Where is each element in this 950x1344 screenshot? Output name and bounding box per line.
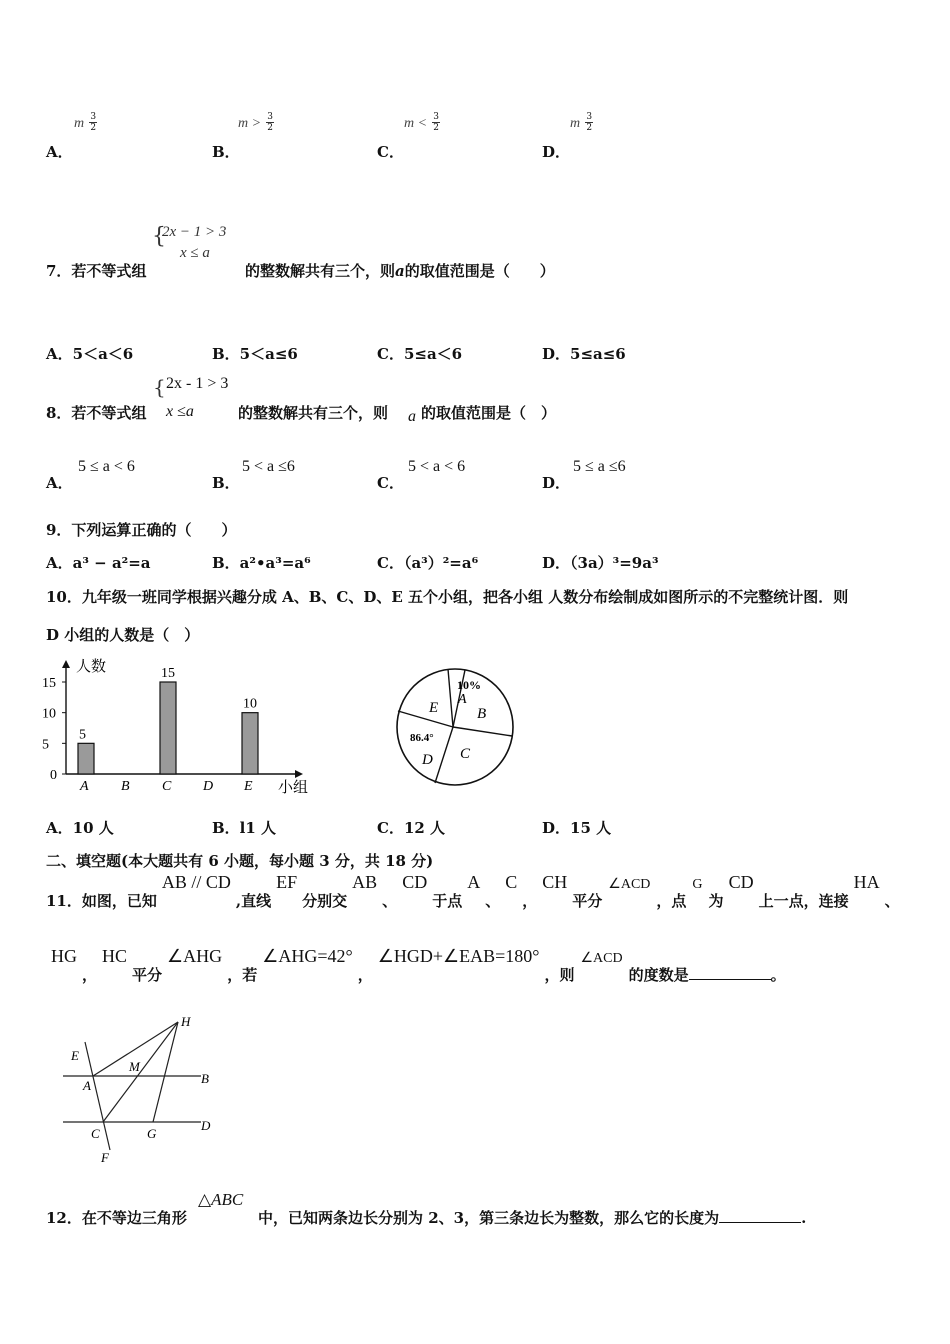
q7-system-line1: 2x − 1 > 3 [162,224,227,240]
q8-var: a [408,408,416,425]
q6-c-text: m < [404,116,428,131]
pie-chart [392,664,518,790]
q7-system-line2: x ≤ a [180,245,210,261]
line1-run-2: ,直线 [235,892,272,910]
line2-run-7: ， [357,966,373,984]
line2-run-6: ∠AHG=42° [262,946,353,966]
line1-run-13: CH [542,872,568,892]
q6-a-frac: $\frac{3}{2}$ [90,112,97,133]
q7-option-d: D．5≤a≤6 [542,345,626,363]
q8-brace: { [153,375,166,399]
x-tick-label-d: D [203,779,214,794]
line1-run-22: 、 [884,892,900,910]
q6-option-c-expr [404,112,440,133]
line1-run-5: AB [352,872,378,892]
label-e: E [71,1048,79,1063]
q10-option-a: A．10 人 [46,819,114,837]
line1-run-1: AB // CD [161,872,231,892]
q8-option-d-expr: 5 ≤ a ≤6 [573,458,626,475]
q11-end: 。 [770,966,786,984]
q11-figure [55,1010,225,1170]
line1-run-12: ， [522,892,538,910]
pie-divider-ea [448,669,453,727]
label-b: B [201,1071,209,1086]
q8-number: 8．若不等式组 [46,404,147,422]
x-tick-label-b: B [121,779,130,794]
line2-run-1: ， [82,966,98,984]
q6-option-b-letter: B． [212,143,240,161]
q6-d-frac: $\frac{3}{2}$ [586,112,593,133]
x-tick-label-a: A [80,779,89,794]
q6-option-b-expr [238,112,274,133]
q10-stem-line2: D 小组的人数是（ ） [46,626,200,644]
q7-var: a [395,262,405,280]
q6-option-a-expr [74,112,97,133]
line1-run-4: 分别交 [302,892,348,910]
line1-run-16: ，点 [656,892,687,910]
y-axis-label: 人数 [76,659,107,675]
pie-annotation-a: 10% [457,678,481,692]
q7-stem [245,260,555,281]
line1-run-18: 为 [708,892,724,910]
data-label-c: 15 [161,666,175,681]
line2-run-0: HG [51,946,77,966]
q9-option-b: B．a²•a³=a⁶ [212,554,311,572]
q9-option-a: A．a³ − a²=a [46,554,151,572]
q9-option-d: D．（3a）³=9a³ [542,554,659,572]
pie-divider-de [398,711,453,727]
section2-heading: 二、填空题(本大题共有 6 小题，每小题 3 分，共 18 分) [46,852,434,870]
line1-run-0: 11．如图，已知 [46,892,157,910]
pie-divider-cd [435,727,453,783]
line2-run-5: ，若 [227,966,258,984]
q10-option-c: C．12 人 [377,819,446,837]
line2-run-11: 的度数是 [628,966,689,984]
x-tick-label-e: E [244,779,253,794]
line1-run-6: 、 [382,892,398,910]
line2-run-2: HC [102,946,128,966]
pie-label-e: E [429,700,439,716]
q8-option-b-letter: B． [212,474,240,492]
q7-number: 7．若不等式组 [46,262,147,280]
q8-option-b-expr: 5 < a ≤6 [242,458,295,475]
bar-c [160,682,176,774]
q7-brace: { [152,224,166,249]
bar-a [78,743,94,774]
bar-chart [40,652,320,800]
pie-label-c: C [460,746,471,762]
q9-stem: 9．下列运算正确的（ ） [46,521,237,539]
q7-option-a: A．5＜a＜6 [46,345,134,363]
label-m: M [129,1059,140,1074]
line1-run-17: G [692,877,703,892]
q12-stem-part2 [258,1207,806,1228]
line2-run-4: ∠AHG [167,946,223,966]
y-tick-label: 10 [42,706,56,722]
q6-option-a-letter: A． [46,143,73,161]
q11-line1 [46,872,926,912]
q12-answer-blank[interactable] [719,1208,801,1223]
x-tick-label-c: C [162,779,172,794]
pie-label-b: B [477,706,487,722]
q7-option-b: B．5＜a≤6 [212,345,298,363]
label-c: C [91,1126,100,1141]
q6-option-d-letter: D． [542,143,571,161]
q12-stem-text: 中，已知两条边长分别为 2、3，第三条边长为整数，那么它的长度为 [258,1209,720,1227]
line2-run-3: 平分 [132,966,163,984]
q10-stem-line1: 10．九年级一班同学根据兴趣分成 A、B、C、D、E 五个小组，把各小组 人数分布绘制成如图所示的不完整统计图．则 [46,588,849,606]
q12-end: . [801,1209,807,1227]
line1-run-8: 于点 [432,892,463,910]
q6-option-c-letter: C． [377,143,404,161]
q8-option-a-letter: A． [46,474,73,492]
y-tick-label: 0 [50,768,57,783]
y-axis-arrow [62,660,70,668]
line2-run-8: ∠HGD+∠EAB=180° [377,946,540,966]
label-f: F [101,1150,109,1165]
line1-run-19: CD [728,872,754,892]
line1-run-20: 上一点，连接 [758,892,849,910]
pie-divider-bc [453,727,512,736]
x-axis-label: 小组 [278,780,309,796]
q6-d-text: m [570,116,581,131]
line1-run-15: ∠ACD [608,877,651,892]
q6-c-frac: $\frac{3}{2}$ [433,112,440,133]
segment-hc [103,1022,178,1122]
q8-stem-part2: 的取值范围是（ ） [421,404,557,422]
q6-b-text: m > [238,116,262,131]
q8-system-line2: x ≤a [166,403,194,420]
q8-option-d-letter: D． [542,474,571,492]
label-a: A [83,1078,91,1093]
label-h: H [181,1014,191,1029]
q12-triangle: △ABC [198,1190,244,1209]
pie-label-a: A [458,692,467,707]
segment-hg [153,1022,178,1122]
q7-stem-part2: 的取值范围是（ ） [404,262,555,280]
q9-option-c: C．（a³）²=a⁶ [377,554,479,572]
line1-run-11: C [505,872,518,892]
line1-run-9: A [467,872,481,892]
q6-a-text: m [74,116,85,131]
q6-option-d-expr [570,112,593,133]
line1-run-10: 、 [485,892,501,910]
line1-run-3: EF [276,872,298,892]
q6-b-frac: $\frac{3}{2}$ [267,112,274,133]
line2-run-10: ∠ACD [580,951,623,966]
label-d: D [201,1118,211,1133]
q11-answer-blank[interactable] [689,965,771,980]
bar-e [242,713,258,774]
line2-run-9: ，则 [544,966,575,984]
pie-annotation-d: 86.4° [410,732,434,744]
line1-run-7: CD [402,872,428,892]
data-label-e: 10 [243,696,257,712]
q8-option-c-letter: C． [377,474,404,492]
q10-option-d: D．15 人 [542,819,612,837]
label-g: G [147,1126,157,1141]
q8-system-line1: 2x - 1 > 3 [166,375,229,392]
q12-stem-part1: 12．在不等边三角形 [46,1209,187,1227]
line1-run-14: 平分 [572,892,603,910]
pie-label-d: D [422,752,433,768]
q7-stem-part1: 的整数解共有三个，则 [245,262,396,280]
data-label-a: 5 [79,727,86,743]
line1-run-21: HA [853,872,880,892]
q10-option-b: B．l1 人 [212,819,277,837]
q8-stem-part1: 的整数解共有三个，则 [238,404,389,422]
q8-option-c-expr: 5 < a < 6 [408,458,466,475]
y-tick-label: 5 [42,737,49,753]
y-tick-label: 15 [42,676,56,691]
x-axis-arrow [295,770,303,778]
q7-option-c: C．5≤a＜6 [377,345,463,363]
q11-line2 [46,946,786,986]
q8-option-a-expr: 5 ≤ a < 6 [78,458,135,475]
